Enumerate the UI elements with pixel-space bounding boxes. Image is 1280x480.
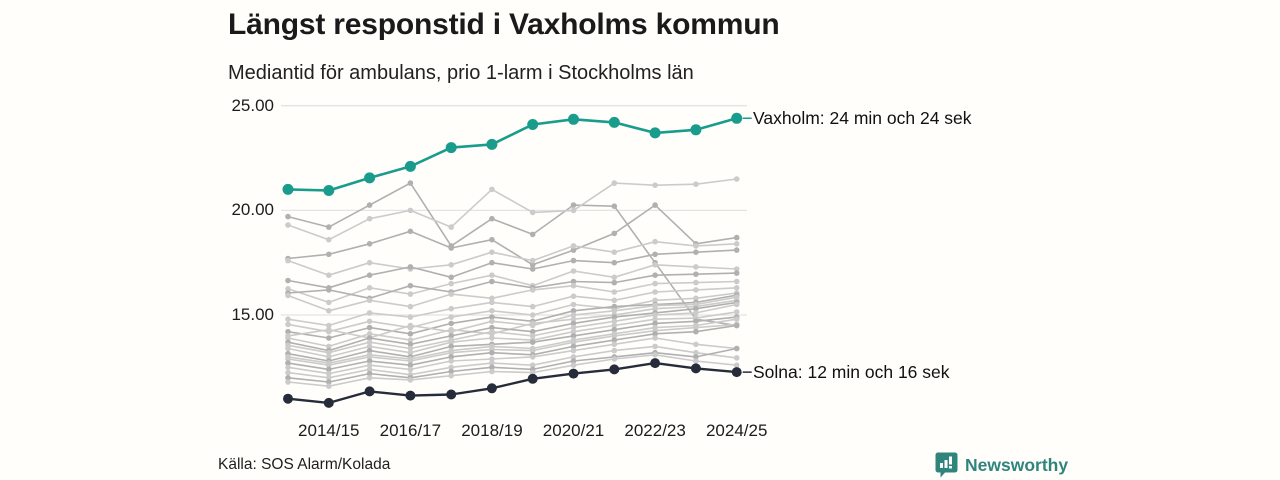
data-point-other-3: [408, 229, 414, 235]
data-point-other-5: [571, 258, 577, 264]
data-point-other-7: [408, 283, 414, 289]
data-point-other-9: [285, 316, 291, 322]
data-point-other-3: [612, 231, 618, 237]
data-point-Vaxholm: [690, 124, 701, 135]
data-point-other-9: [448, 306, 454, 312]
data-point-other-2: [367, 216, 373, 222]
data-point-other-10: [285, 322, 291, 328]
data-point-other-1: [367, 202, 373, 208]
data-point-other-21: [408, 367, 414, 373]
data-point-other-5: [448, 275, 454, 281]
data-point-other-7: [326, 287, 332, 293]
data-point-other-1: [530, 232, 536, 238]
data-point-other-11: [367, 325, 373, 331]
data-point-other-24: [448, 373, 454, 379]
newsworthy-icon: [935, 452, 958, 478]
data-point-Vaxholm: [446, 142, 457, 153]
data-point-other-12: [326, 327, 332, 333]
data-point-other-7: [734, 270, 740, 276]
data-point-other-1: [612, 203, 618, 209]
data-point-other-4: [326, 272, 332, 278]
data-point-other-2: [571, 208, 577, 214]
data-point-other-10: [448, 314, 454, 320]
data-point-other-10: [367, 319, 373, 325]
data-point-other-24: [693, 358, 699, 364]
data-point-other-4: [571, 243, 577, 249]
data-point-Vaxholm: [283, 184, 294, 195]
x-axis-tick-label: 2022/23: [624, 421, 686, 440]
data-point-Vaxholm: [650, 127, 661, 138]
data-point-other-18: [734, 316, 740, 322]
data-point-other-21: [448, 358, 454, 364]
data-point-other-3: [652, 202, 658, 208]
data-point-Vaxholm: [609, 117, 620, 128]
data-point-Solna: [528, 374, 538, 384]
data-point-other-24: [285, 379, 291, 385]
data-point-other-5: [367, 272, 373, 278]
data-point-other-16: [734, 309, 740, 315]
data-point-other-21: [693, 342, 699, 348]
data-point-other-4: [285, 258, 291, 264]
data-point-other-15: [693, 310, 699, 316]
data-point-other-8: [530, 287, 536, 293]
data-point-other-2: [408, 208, 414, 214]
data-point-Solna: [365, 386, 375, 396]
secondary-series-label: Solna: 12 min och 16 sek: [753, 362, 950, 383]
chart-title: Längst responstid i Vaxholms kommun: [228, 8, 780, 41]
data-point-other-7: [612, 280, 618, 286]
series-line-other-10: [288, 293, 737, 332]
data-point-other-3: [326, 252, 332, 258]
data-point-other-21: [652, 335, 658, 341]
data-point-other-9: [693, 287, 699, 293]
chart-subtitle: Mediantid för ambulans, prio 1-larm i Stockholms län: [228, 62, 694, 84]
data-point-other-24: [408, 377, 414, 383]
data-point-other-5: [693, 249, 699, 255]
data-point-other-16: [489, 335, 495, 341]
data-point-Solna: [487, 383, 497, 393]
data-point-other-21: [612, 342, 618, 348]
data-point-other-6: [571, 268, 577, 274]
data-point-other-21: [285, 365, 291, 371]
data-point-other-10: [489, 308, 495, 314]
data-point-other-11: [408, 331, 414, 337]
series-line-Vaxholm: [288, 118, 737, 190]
data-point-other-5: [530, 266, 536, 272]
data-point-Vaxholm: [364, 172, 375, 183]
data-point-Solna: [650, 358, 660, 368]
data-point-other-8: [326, 308, 332, 314]
data-point-other-9: [408, 314, 414, 320]
data-point-Solna: [283, 394, 293, 404]
data-point-Vaxholm: [527, 119, 538, 130]
data-point-Solna: [446, 390, 456, 400]
data-point-other-24: [612, 356, 618, 362]
data-point-other-8: [693, 280, 699, 286]
data-point-other-12: [408, 323, 414, 329]
data-point-other-4: [530, 258, 536, 264]
data-point-other-1: [571, 202, 577, 208]
data-point-Vaxholm: [568, 114, 579, 125]
data-point-other-3: [367, 241, 373, 247]
data-point-other-24: [367, 375, 373, 381]
data-point-Vaxholm: [731, 113, 742, 124]
data-point-other-8: [652, 281, 658, 287]
data-point-other-7: [652, 272, 658, 278]
data-point-other-2: [530, 210, 536, 216]
data-point-other-5: [734, 247, 740, 253]
data-point-other-9: [612, 298, 618, 304]
data-point-other-16: [285, 346, 291, 352]
y-axis-tick-label: 25.00: [231, 95, 274, 115]
data-point-other-5: [408, 264, 414, 270]
data-point-other-3: [489, 237, 495, 243]
data-point-other-9: [530, 304, 536, 310]
data-point-Solna: [569, 369, 579, 379]
data-point-Vaxholm: [323, 185, 334, 196]
data-point-other-10: [530, 312, 536, 318]
data-point-other-20: [693, 329, 699, 335]
data-point-other-9: [571, 293, 577, 299]
data-point-other-2: [734, 176, 740, 182]
data-point-other-13: [448, 327, 454, 333]
data-point-other-9: [652, 289, 658, 295]
data-point-Solna: [691, 363, 701, 373]
data-point-other-21: [530, 354, 536, 360]
data-point-other-17: [530, 339, 536, 345]
x-axis-tick-label: 2014/15: [298, 421, 360, 440]
data-point-other-24: [652, 352, 658, 358]
data-point-other-15: [734, 302, 740, 308]
data-point-Solna: [732, 367, 742, 377]
data-point-other-5: [652, 252, 658, 258]
data-point-other-5: [612, 260, 618, 266]
data-point-other-21: [571, 348, 577, 354]
data-point-other-7: [693, 271, 699, 277]
data-point-other-9: [367, 310, 373, 316]
x-axis-tick-label: 2016/17: [379, 421, 442, 440]
data-point-other-8: [571, 283, 577, 289]
x-axis-tick-label: 2024/25: [705, 421, 768, 440]
y-axis-tick-label: 20.00: [231, 200, 274, 220]
data-point-other-22: [734, 355, 740, 361]
data-point-other-8: [448, 291, 454, 297]
y-axis-tick-label: 15.00: [231, 305, 274, 324]
highlight-series-label: Vaxholm: 24 min och 24 sek: [753, 108, 972, 129]
data-point-other-4: [652, 239, 658, 245]
data-point-other-23: [734, 346, 740, 352]
data-point-other-22: [285, 370, 291, 376]
data-point-other-10: [571, 302, 577, 308]
data-point-other-6: [326, 300, 332, 306]
data-point-other-8: [734, 279, 740, 285]
data-point-other-6: [367, 285, 373, 291]
data-point-other-12: [489, 319, 495, 325]
data-point-other-20: [734, 323, 740, 329]
data-point-other-2: [448, 224, 454, 230]
brand-logo: [935, 452, 1068, 478]
data-point-other-6: [612, 275, 618, 281]
data-point-other-2: [693, 181, 699, 187]
data-point-other-2: [326, 237, 332, 243]
data-point-other-5: [285, 278, 291, 284]
data-point-Solna: [405, 391, 415, 401]
data-point-other-4: [612, 249, 618, 255]
data-point-other-2: [612, 180, 618, 186]
data-point-other-2: [285, 222, 291, 228]
brand-name: Newsworthy: [965, 454, 1069, 475]
data-point-other-2: [489, 187, 495, 193]
data-point-other-2: [652, 182, 658, 188]
data-point-other-22: [612, 348, 618, 354]
data-point-other-5: [489, 260, 495, 266]
data-point-other-4: [489, 249, 495, 255]
data-point-other-7: [489, 279, 495, 285]
data-point-other-4: [693, 243, 699, 249]
data-point-other-9: [734, 285, 740, 291]
data-point-other-15: [489, 329, 495, 335]
data-point-other-8: [612, 289, 618, 295]
data-point-other-6: [693, 264, 699, 270]
data-point-other-1: [326, 224, 332, 230]
data-point-other-8: [408, 304, 414, 310]
data-point-other-13: [530, 321, 536, 327]
data-point-other-8: [285, 293, 291, 299]
data-point-Solna: [609, 364, 619, 374]
data-point-other-6: [408, 291, 414, 297]
data-point-other-6: [448, 281, 454, 287]
data-point-other-24: [326, 383, 332, 389]
data-point-other-24: [489, 369, 495, 375]
data-point-Vaxholm: [486, 139, 497, 150]
data-point-other-6: [652, 262, 658, 268]
data-point-other-20: [489, 350, 495, 356]
data-point-other-11: [326, 335, 332, 341]
data-point-other-11: [448, 321, 454, 327]
data-point-other-3: [734, 235, 740, 241]
data-point-Vaxholm: [405, 161, 416, 172]
data-point-other-4: [734, 241, 740, 247]
data-point-other-4: [448, 262, 454, 268]
series-line-other-22: [288, 346, 737, 377]
data-point-other-1: [285, 214, 291, 220]
data-point-other-1: [489, 216, 495, 222]
data-point-other-1: [408, 180, 414, 186]
source-note: Källa: SOS Alarm/Kolada: [218, 456, 391, 473]
data-point-other-4: [367, 260, 373, 266]
series-line-other-2: [288, 179, 737, 240]
data-point-other-22: [652, 344, 658, 350]
data-point-other-9: [489, 300, 495, 306]
data-point-other-6: [489, 272, 495, 278]
data-point-Solna: [324, 398, 334, 408]
x-axis-tick-label: 2018/19: [461, 421, 523, 440]
data-point-other-3: [448, 245, 454, 251]
x-axis-tick-label: 2020/21: [542, 421, 605, 440]
data-point-other-8: [367, 298, 373, 304]
data-point-other-24: [571, 362, 577, 368]
